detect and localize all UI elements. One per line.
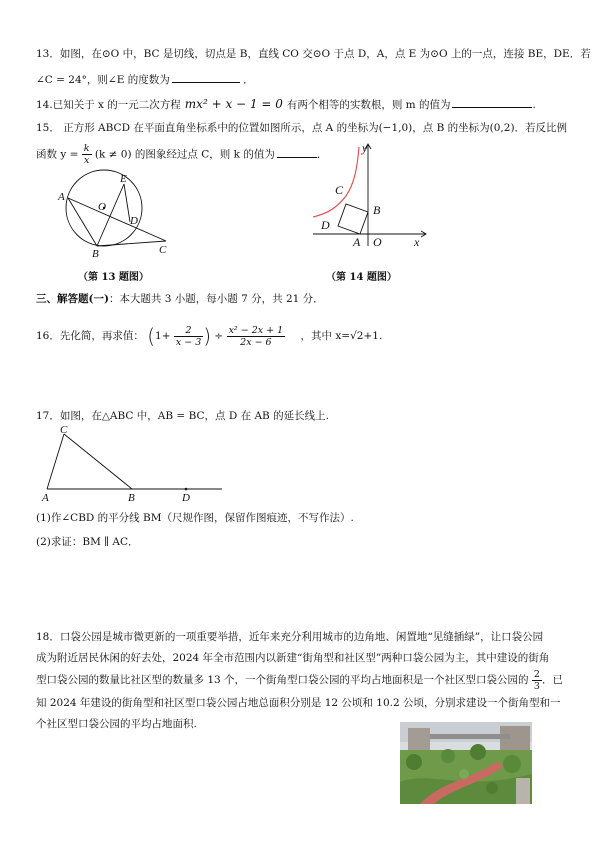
q15-k-over-x — [82, 143, 92, 166]
q18-line1: 18．口袋公园是城市微更新的一项重要举措，近年来充分利用城市的边角地、闲置地“见缝插绿”，让口袋公园 — [36, 631, 544, 643]
q13-end: ． — [243, 74, 254, 86]
section3-header — [36, 292, 324, 306]
q15-end: ． — [316, 148, 328, 161]
fig14-label-x: x — [414, 235, 420, 249]
fig14-label-a: A — [353, 235, 361, 249]
fig13-label-o: O — [98, 201, 106, 213]
fig13-label-e: E — [120, 173, 127, 185]
q18-line3 — [36, 668, 563, 692]
q15-pre: 函数 y = — [36, 148, 79, 161]
q16-f1-den: x − 3 — [175, 336, 202, 348]
fig14-caption: （第 14 题图） — [326, 272, 397, 283]
fig13-label-a: A — [58, 191, 65, 203]
section3-desc: ：本大题共 3 小题，每小题 7 分，共 21 分． — [108, 293, 324, 305]
q18-frac-num: 2 — [533, 668, 540, 680]
q14-end: . — [532, 99, 536, 111]
fig17-label-c: C — [60, 424, 68, 436]
fig13-label-b: B — [92, 248, 99, 260]
pocket-park-photo — [400, 722, 532, 804]
q16-f2-den: 2x − 6 — [240, 336, 272, 348]
fig14-label-c: C — [335, 183, 344, 197]
q18-line4: 知 2024 年建设的街角型和社区型口袋公园占地总面积分别是 12 公顷和 10.2 公顷，分别求建设一个街角型和一 — [36, 697, 561, 709]
q16-f2-num: x² − 2x + 1 — [228, 324, 284, 336]
q16-f1-num: 2 — [174, 325, 203, 337]
fig14-coordinate-diagram — [308, 142, 438, 252]
q16-fraction-1 — [174, 325, 203, 348]
q15-line2 — [36, 143, 327, 166]
q18-line3b: ．已 — [541, 674, 563, 686]
q18-line3a: 型口袋公园的数量比社区型的数量多 13 个，一个街角型口袋公园的平均占地面积是一个社区型口袋公园的 — [36, 674, 529, 686]
q14-answer-blank — [452, 97, 532, 108]
q16-one-plus: 1+ — [155, 330, 171, 342]
fig17-label-a: A — [42, 492, 49, 504]
fig13-caption: （第 13 题图） — [78, 272, 149, 283]
q14-line — [36, 97, 536, 112]
q17-line1: 17．如图，在△ABC 中，AB = BC，点 D 在 AB 的延长线上. — [36, 410, 329, 422]
q13-text: ∠C = 24°，则∠E 的度数为 — [36, 74, 170, 86]
q14-pre: 14.已知关于 x 的一元二次方程 — [36, 99, 181, 111]
fig17-label-b: B — [128, 492, 135, 504]
section3-title: 三、解答题(一) — [36, 293, 109, 305]
q18-fraction — [532, 669, 542, 692]
fig14-label-y: y — [362, 141, 368, 155]
q16-post: ，其中 x=√2+1. — [300, 330, 383, 342]
q18-frac-den: 3 — [533, 680, 540, 692]
q14-equation: mx² + x − 1 = 0 — [184, 97, 283, 111]
fig13-circle-diagram — [50, 172, 170, 262]
fig14-label-b: B — [373, 203, 381, 217]
fig17-triangle-diagram — [40, 424, 230, 502]
fig14-label-o: O — [373, 235, 382, 249]
q18-line5: 个社区型口袋公园的平均占地面积. — [36, 718, 197, 730]
fig17-label-d: D — [182, 492, 190, 504]
q13-line1: 13．如图，在⊙O 中，BC 是切线，切点是 B，直线 CO 交⊙O 于点 D，A，点 E 为⊙O 上的一点，连接 BE，DE．若 — [36, 48, 591, 60]
q15-cond: (k ≠ 0) 的图象经过点 C，则 k 的值为 — [94, 148, 275, 161]
q17-part2: (2)求证：BM ∥ AC． — [36, 536, 139, 548]
q15-line1: 15． 正方形 ABCD 在平面直角坐标系中的位置如图所示，点 A 的坐标为(−1,0)，点 B 的坐标为(0,2)．若反比例 — [36, 122, 568, 134]
fig14-label-d: D — [321, 218, 330, 232]
q16-divide: ÷ — [214, 330, 224, 342]
q15-k: k — [83, 143, 90, 154]
q16-pre: 16．先化简，再求值： — [36, 330, 144, 342]
q13-line2 — [36, 72, 254, 87]
fig13-label-c: C — [159, 244, 167, 256]
q13-answer-blank — [172, 72, 240, 83]
q17-part1: (1)作∠CBD 的平分线 BM（尺规作图，保留作图痕迹，不写作法）. — [36, 512, 354, 524]
q18-line2: 成为附近居民休闲的好去处，2024 年全市范围内以新建“街角型和社区型”两种口袋公园为主，其中建设的街角 — [36, 652, 550, 664]
q14-post: 有两个相等的实数根，则 m 的值为 — [286, 99, 451, 111]
q16-line: 16．先化简，再求值： (1+ $\frac{2}{x - 3}$ ) ÷ $\frac{\text{x² − 2x + 1}}{2x - 6}$ ，其中 x=√2+1. — [36, 324, 383, 348]
q16-fraction-2 — [227, 325, 286, 348]
fig14-square — [338, 204, 368, 234]
q15-x: x — [83, 155, 90, 166]
fig13-label-d: D — [130, 215, 138, 227]
